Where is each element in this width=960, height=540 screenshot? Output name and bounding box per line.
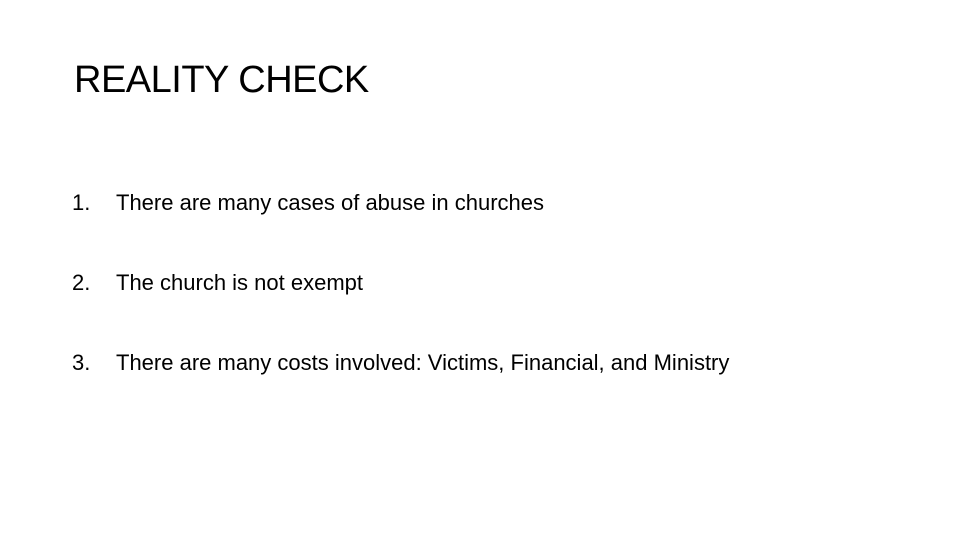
list-item-text: There are many costs involved: Victims, Financial, and Ministry [116,350,730,375]
list-item-number: 1. [72,190,91,215]
list-item-text: There are many cases of abuse in churches [116,190,545,215]
list-item-text: The church is not exempt [116,270,364,295]
list-item-number: 3. [72,350,91,375]
list-item-number: 2. [72,270,91,295]
slide-title: REALITY CHECK [74,59,369,101]
